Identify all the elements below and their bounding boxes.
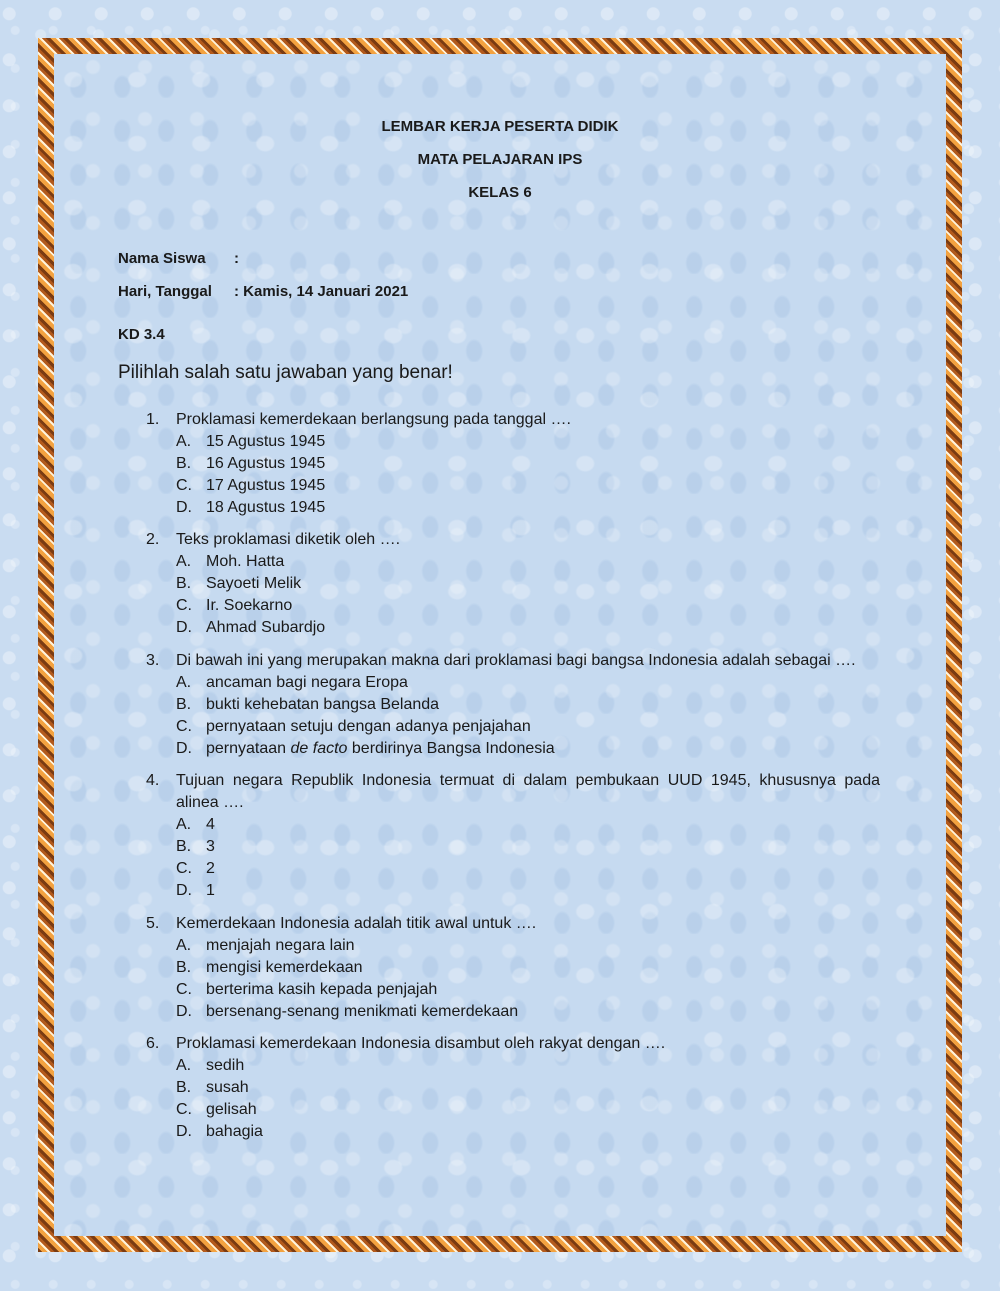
question-text: Teks proklamasi diketik oleh …. (176, 531, 401, 548)
option-c[interactable]: C. 17 Agustus 1945 (176, 477, 326, 494)
header-subject: MATA PELAJARAN IPS (417, 151, 583, 168)
question-number: 1. (146, 411, 160, 428)
header-class: KELAS 6 (468, 184, 532, 201)
student-name-label: Nama Siswa (118, 250, 206, 267)
option-list (176, 672, 880, 760)
student-name-row (118, 250, 239, 267)
question-number: 6. (146, 1035, 160, 1052)
student-name-value: : (234, 250, 239, 267)
question-text: Tujuan negara Republik Indonesia termuat di dalam pembukaan UUD 1945, khususnya pada alinea …. (176, 772, 880, 811)
option-list (176, 431, 880, 519)
option-a[interactable]: A. 4 (176, 816, 215, 833)
question-text: Proklamasi kemerdekaan Indonesia disambut oleh rakyat dengan …. (176, 1035, 666, 1052)
question-text: Di bawah ini yang merupakan makna dari proklamasi bagi bangsa Indonesia adalah sebagai …. (176, 652, 856, 669)
option-d[interactable]: D. bersenang-senang menikmati kemerdekaan (176, 1003, 519, 1020)
question-text: Proklamasi kemerdekaan berlangsung pada tanggal …. (176, 411, 571, 428)
header-title: LEMBAR KERJA PESERTA DIDIK (381, 118, 619, 135)
italic-term: de facto (290, 740, 348, 757)
option-a[interactable]: A. Moh. Hatta (176, 553, 285, 570)
date-row (118, 283, 408, 300)
question-3 (146, 650, 880, 760)
option-b[interactable]: B. 3 (176, 838, 215, 855)
instruction: Pilihlah salah satu jawaban yang benar! (118, 362, 453, 383)
question-1 (146, 409, 880, 519)
question-6 (146, 1033, 880, 1143)
date-value: : Kamis, 14 Januari 2021 (234, 283, 409, 300)
option-a[interactable]: A. ancaman bagi negara Eropa (176, 674, 408, 691)
question-number: 2. (146, 531, 160, 548)
question-5 (146, 913, 880, 1023)
question-2 (146, 529, 880, 639)
option-a[interactable]: A. 15 Agustus 1945 (176, 433, 326, 450)
option-c[interactable]: C. pernyataan setuju dengan adanya penjajahan (176, 718, 531, 735)
option-a[interactable]: A. menjajah negara lain (176, 937, 355, 954)
option-list (176, 814, 880, 902)
option-b[interactable]: B. 16 Agustus 1945 (176, 455, 326, 472)
option-d[interactable]: D. bahagia (176, 1123, 263, 1140)
option-b[interactable]: B. susah (176, 1079, 249, 1096)
question-number: 5. (146, 915, 160, 932)
option-b[interactable]: B. bukti kehebatan bangsa Belanda (176, 696, 440, 713)
option-c[interactable]: C. gelisah (176, 1101, 257, 1118)
option-c[interactable]: C. berterima kasih kepada penjajah (176, 981, 438, 998)
question-text: Kemerdekaan Indonesia adalah titik awal untuk …. (176, 915, 537, 932)
question-number: 3. (146, 652, 160, 669)
option-c[interactable]: C. Ir. Soekarno (176, 597, 293, 614)
option-d[interactable]: D. Ahmad Subardjo (176, 619, 326, 636)
option-list (176, 551, 880, 639)
option-b[interactable]: B. Sayoeti Melik (176, 575, 302, 592)
option-d[interactable]: D. 1 (176, 882, 215, 899)
option-d[interactable]: D. 18 Agustus 1945 (176, 499, 326, 516)
option-a[interactable]: A. sedih (176, 1057, 245, 1074)
competency-code: KD 3.4 (118, 326, 165, 343)
question-4 (146, 770, 880, 902)
option-list (176, 935, 880, 1023)
date-label: Hari, Tanggal (118, 283, 212, 300)
option-b[interactable]: B. mengisi kemerdekaan (176, 959, 363, 976)
option-c[interactable]: C. 2 (176, 860, 215, 877)
option-d[interactable]: D. pernyataan de facto berdirinya Bangsa Indonesia (176, 740, 555, 757)
option-list (176, 1055, 880, 1143)
question-number: 4. (146, 772, 160, 789)
